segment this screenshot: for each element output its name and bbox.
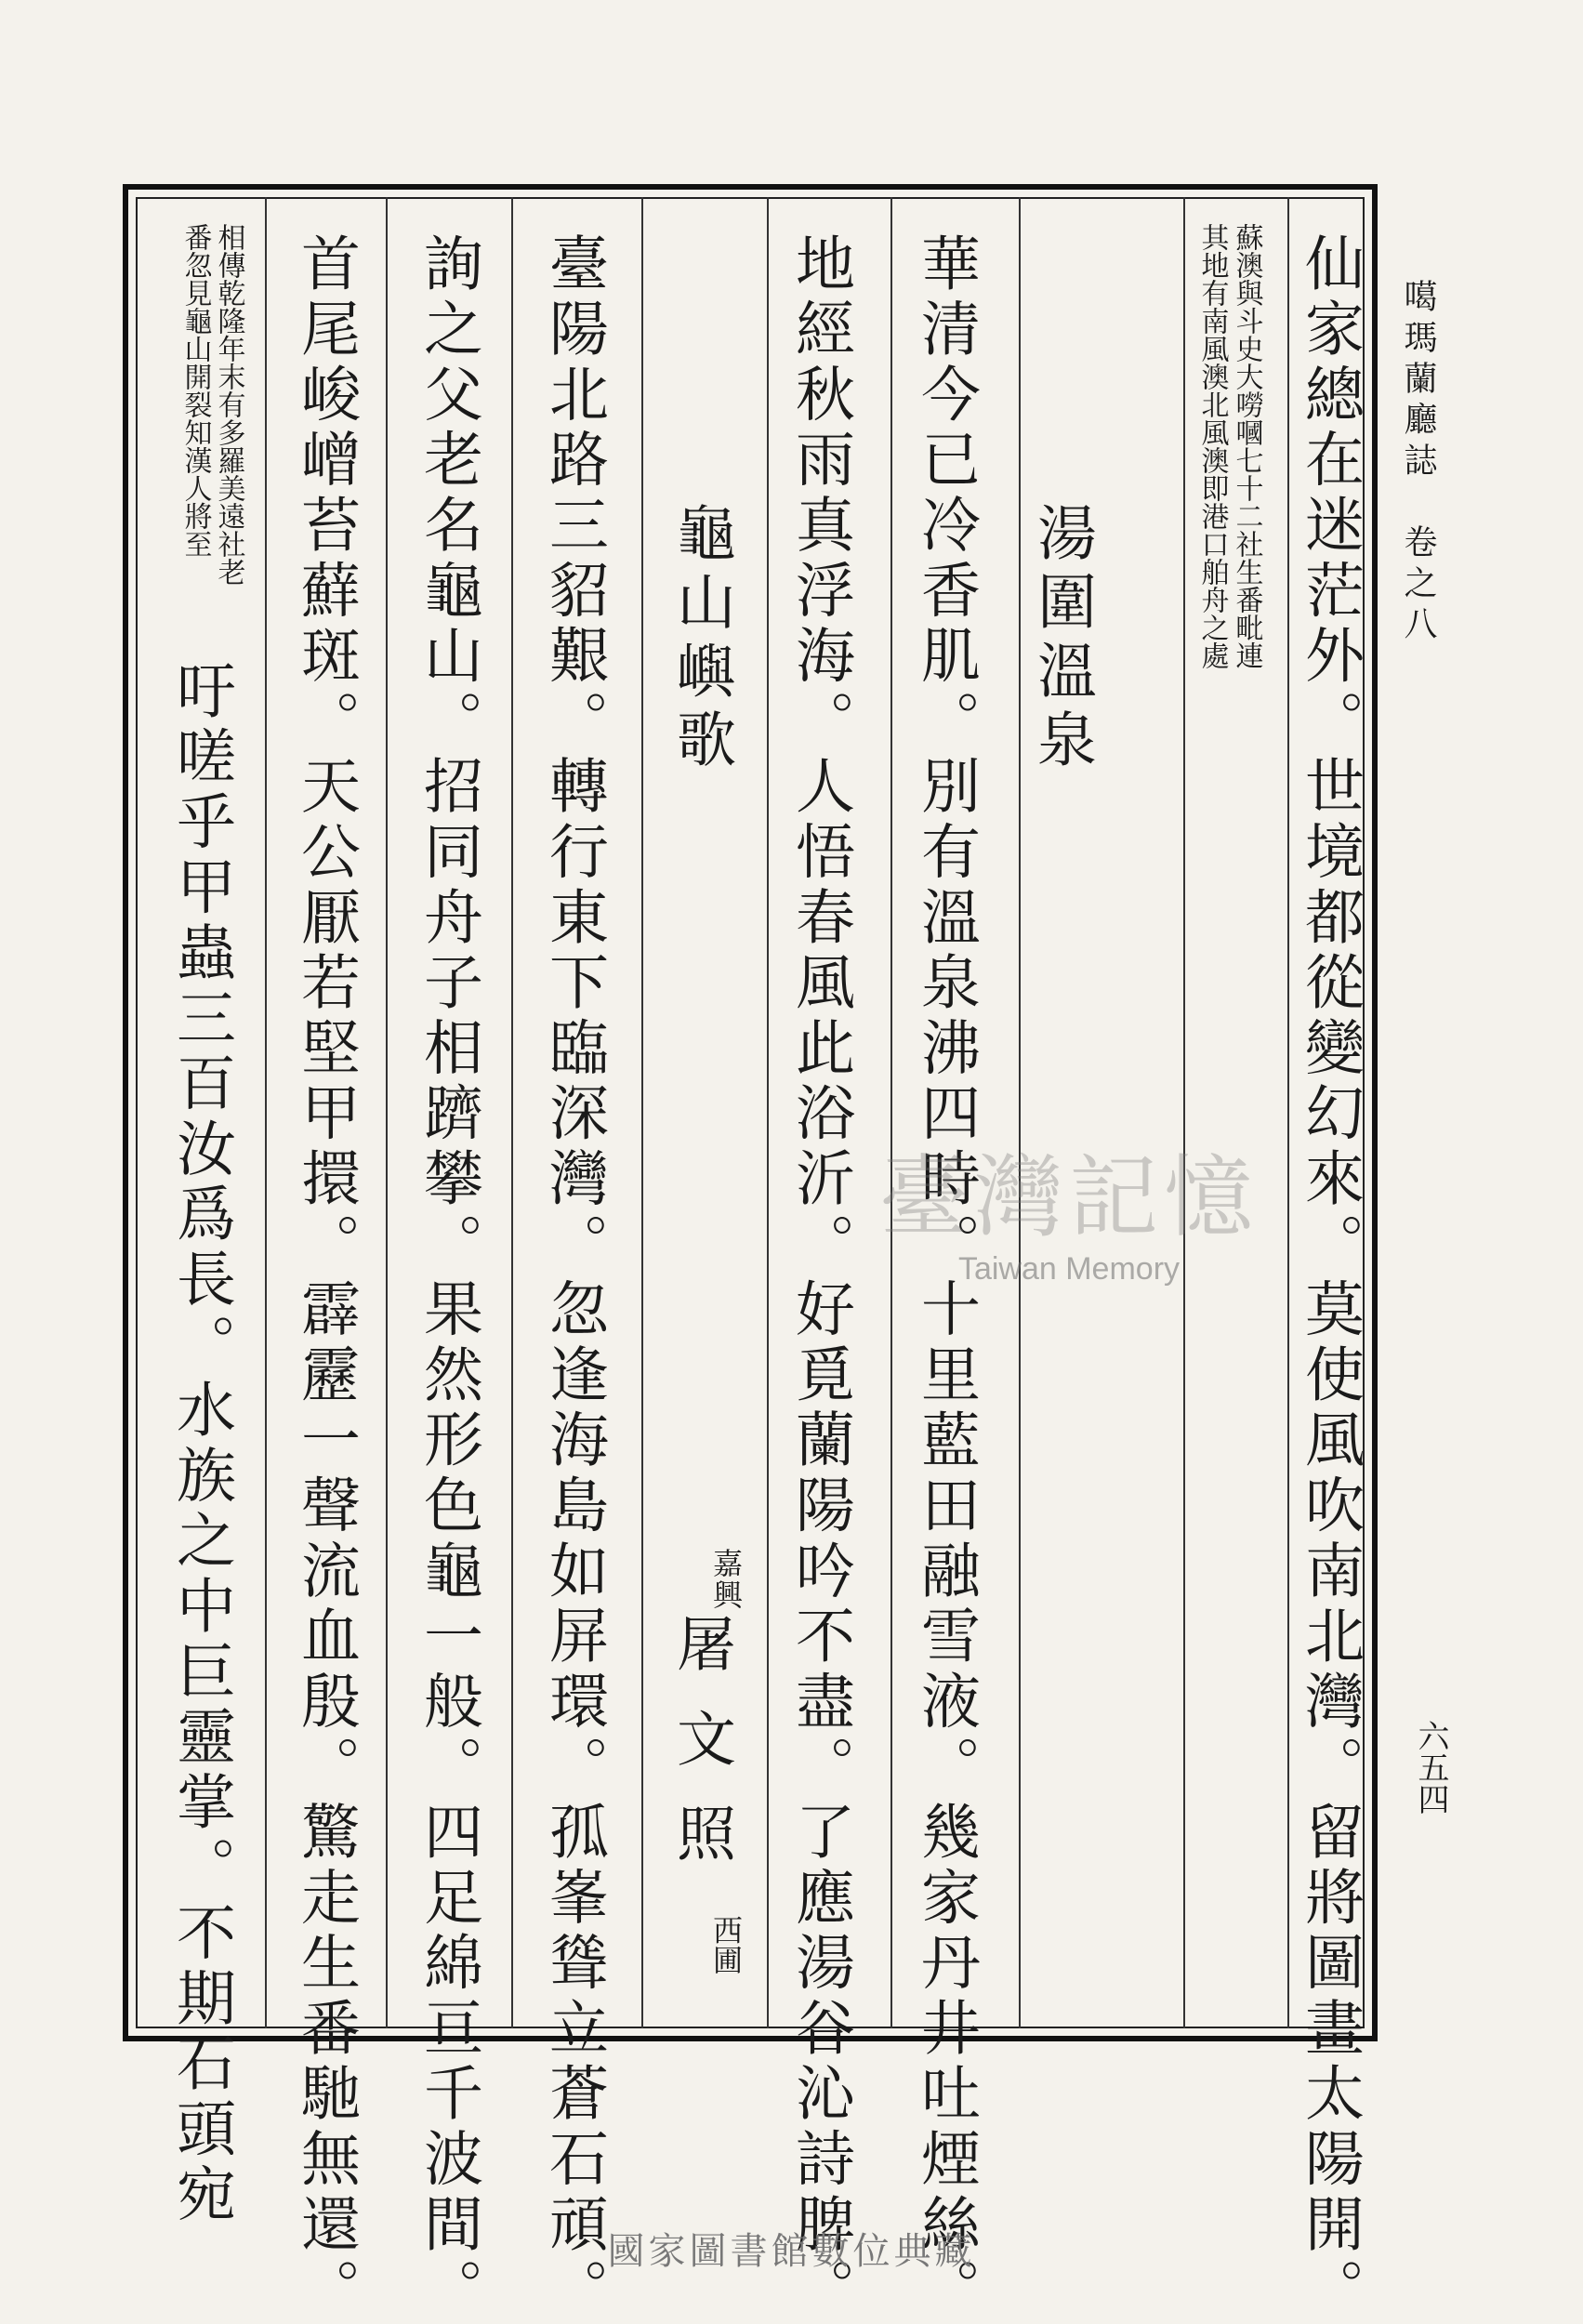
footer-archive-label: 國家圖書館數位典藏 [607, 2231, 976, 2272]
column-rule [1183, 197, 1185, 2028]
watermark [874, 1145, 1264, 1287]
book-header [1394, 279, 1442, 647]
note-column-2-right: 蘇澳與斗史大嘮嘓七十二社生番毗連 [1230, 223, 1263, 669]
author-origin: 嘉興 [708, 1548, 744, 1611]
note-column-2-left: 其地有南風澳北風澳即港口舶舟之處 [1195, 223, 1229, 669]
poem-title-turtle-island: 龜山嶼歌 [666, 502, 735, 777]
text-column-8: 詢之父老名龜山。招同舟子相躋攀。果然形色龜一般。四足綿亘千波間。 [414, 232, 482, 2324]
text-column-7: 臺陽北路三貂艱。轉行東下臨深灣。忽逢海島如屏環。孤峯聳立蒼石頑。 [539, 232, 608, 2324]
page-number: 六五四 [1412, 1720, 1449, 1815]
column-rule [1019, 197, 1021, 2028]
text-column-5: 地經秋雨真浮海。人悟春風此浴沂。好覓蘭陽吟不盡。了應湯谷沁詩脾。 [785, 232, 854, 2324]
column-rule [386, 197, 388, 2028]
column-rule [767, 197, 769, 2028]
watermark-text: 臺灣記憶 [879, 1145, 1259, 1249]
column-rule [511, 197, 513, 2028]
text-column-9: 首尾峻嶒苔蘚斑。天公厭若堅甲擐。霹靂一聲流血殷。驚走生番馳無還。 [291, 232, 360, 2324]
column-rule [641, 197, 643, 2028]
author-name: 屠文照 [666, 1613, 735, 1897]
section-title-hot-spring: 湯圍溫泉 [1027, 502, 1096, 777]
column-rule [1287, 197, 1289, 2028]
note-column-10-right: 相傳乾隆年末有多羅美遠社老 [212, 223, 245, 586]
author-place: 西圃 [708, 1915, 744, 1974]
note-column-10-left: 番忽見龜山開裂知漢人將至 [178, 223, 212, 558]
column-rule [890, 197, 892, 2028]
volume-label: 卷之八 [1399, 524, 1437, 647]
text-column-10: 吁嗟乎甲蟲三百汝爲長。水族之中巨靈掌。不期石頭宛 [166, 660, 235, 2229]
book-title: 噶瑪蘭廳誌 [1399, 279, 1437, 483]
text-column-1: 仙家總在迷茫外。世境都從變幻來。莫使風吹南北灣。留將圖畫太陽開。 [1295, 232, 1364, 2324]
column-rule [265, 197, 267, 2028]
text-column-4: 華清今已冷香肌。別有溫泉沸四時。十里藍田融雪液。幾家丹井吐煙絲。 [911, 232, 980, 2324]
watermark-subtitle: Taiwan Memory [957, 1251, 1181, 1287]
